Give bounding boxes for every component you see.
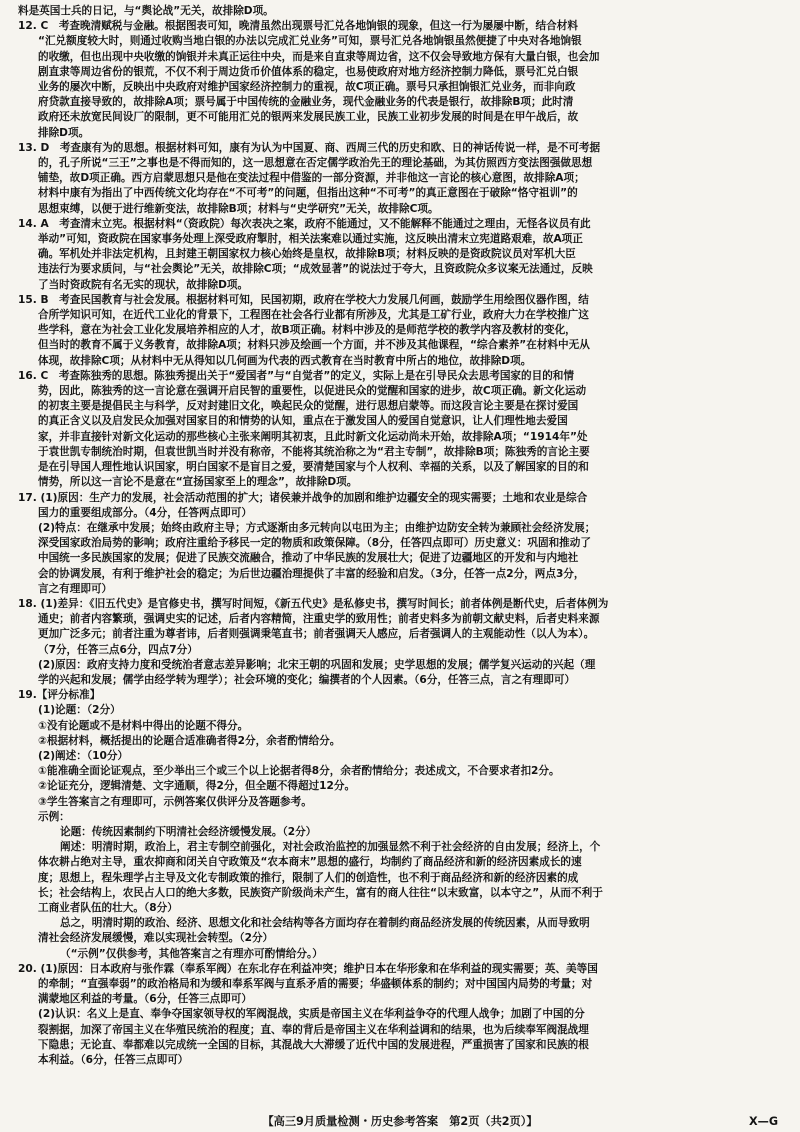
answer-block-q16 — [18, 369, 786, 491]
answer-block-q15 — [18, 293, 786, 369]
text-line: 的真正含义以及启发民众加强对国家目的和情势的认知，重点在于激发国人的爱国自觉意识，让人们理性地去爱国 — [38, 415, 568, 428]
text-line: 示例： — [38, 810, 70, 823]
text-line: 言之有理即可） — [38, 582, 113, 595]
text-line: ③学生答案言之有理即可，示例答案仅供评分及答题参考。 — [38, 795, 312, 808]
answer-block-q19-example — [18, 825, 786, 962]
text-line: 论题：传统因素制约下明清社会经济缓慢发展。（2分） — [60, 825, 317, 838]
text-line: 本利益。（6分，任答三点即可） — [38, 1054, 189, 1067]
text-line: 违法行为要求质问，与“社会舆论”无关，故排除C项；“成效显著”的说法过于夸大，且资政院众多议案无法通过，反映 — [38, 263, 593, 276]
text-line: 更加广泛多元；前者注重为尊者讳，后者则强调秉笔直书；前者强调天人感应，后者强调人的主观能动性（以人为本）。 — [38, 628, 595, 641]
text-line: (2)原因：政府支持力度和受统治者意志差异影响；北宋王朝的巩固和发展；史学思想的发展；儒学复兴运动的兴起（理 — [38, 658, 596, 671]
text-line: 20. (1)原因：日本政府与张作霖（奉系军阀）在东北存在利益冲突；维护日本在华形象和在华利益的现实需要；英、美等国 — [18, 962, 598, 975]
text-line: 举动”可知，资政院在国家事务处理上深受政府掣肘，相关法案难以通过实施，这反映出清末立宪道路艰难，故A项正 — [38, 233, 583, 246]
text-line: 情势，所以这一言论不是意在“宣扬国家至上的理念”，故排除D项。 — [38, 476, 358, 489]
text-line: 剧直隶等周边省份的银荒，不仅不利于周边货币价值体系的稳定，也易使政府对地方经济控制力降低，票号汇兑白银 — [38, 65, 579, 78]
text-line: 长；社会结构上，农民占人口的绝大多数，民族资产阶级尚未产生，富有的商人往往“以末致富，以本守之”，从而不利于 — [38, 886, 603, 899]
text-line: 了当时资政院有名无实的现状，故排除D项。 — [38, 278, 249, 291]
text-line: 排除D项。 — [38, 126, 90, 139]
answer-block-q13 — [18, 141, 786, 217]
footer-title: 【高三9月质量检测・历史参考答案 第2页（共2页）】 — [262, 1115, 538, 1128]
text-line: 思想束缚，以便于进行维新变法，故排除B项；材料与“史学研究”无关，故排除C项。 — [38, 202, 439, 215]
answer-block-q18 — [18, 597, 786, 688]
text-line: 14. A 考查清末立宪。根据材料“（资政院）每次表决之案，政府不能通过，又不能解释不能通过之理由，无怪各议员有此 — [18, 217, 591, 230]
text-line: “汇兑额度较大时，则通过收购当地白银的办法以完成汇兑业务”可知，票号汇兑各地饷银虽然便捷了中央对各地饷银 — [38, 35, 582, 48]
answer-block-q19-criteria — [18, 688, 786, 825]
text-line: 会的协调发展，有利于维护社会的稳定；为后世边疆治理提供了丰富的经验和启发。（3分，任答一点2分，两点3分， — [38, 567, 585, 580]
text-line: (2)特点：在继承中发展；始终由政府主导；方式逐渐由多元转向以屯田为主；由维护边防安全转为兼顾社会经济发展； — [38, 521, 596, 534]
text-line: 于袁世凯专制统治时期，但袁世凯当时并没有称帝，不能将其统治称之为“君主专制”，故排除B项；陈独秀的言论主要 — [38, 445, 590, 458]
text-line: 12. C 考查晚清赋税与金融。根据图表可知，晚清虽然出现票号汇兑各地饷银的现象，但这一行为屡屡中断，结合材料 — [18, 20, 578, 33]
answer-block-q12 — [18, 19, 786, 141]
answer-block-q14 — [18, 217, 786, 293]
text-line: 政府还未放宽民间设厂的限制，更不可能用汇兑的银两来发展民族工业，民族工业初步发展的时间是在甲午战后，故 — [38, 111, 579, 124]
text-line: 的初衷主要是提倡民主与科学，反对封建旧文化，唤起民众的觉醒，进行思想启蒙等。而这段言论主要是在探讨爱国 — [38, 400, 579, 413]
text-line: 是在引导国人理性地认识国家，明白国家不是盲目之爱，要清楚国家与个人权利、幸福的关系，以及了解国家的目的和 — [38, 461, 589, 474]
text-line: 的，孔子所说“三王”之事也是不得而知的，这一思想意在否定儒学政治先王的理论基础，为其仿照西方变法图强做思想 — [38, 157, 593, 170]
answer-block-carryover — [18, 4, 786, 19]
text-line: 学的兴起和发展；儒学由经学转为理学）；社会环境的变化；编撰者的个人因素。（6分，任答三点，言之有理即可） — [38, 673, 576, 686]
text-line: （7分，任答三点6分，四点7分） — [38, 643, 198, 656]
footer-code: X—G — [749, 1115, 778, 1128]
text-line: 府贷款直接导致的，故排除A项；票号属于中国传统的金融业务，现代金融业务的代表是银行，故排除B项；此时清 — [38, 96, 574, 109]
text-line: 材料中康有为指出了中西传统文化均存在“不可考”的问题，但指出这种“不可考”的真正意图在于破除“恪守祖训”的 — [38, 187, 578, 200]
text-line: ①能准确全面论证观点，至少举出三个或三个以上论据者得8分，余者酌情给分；表述成文，不合要求者扣2分。 — [38, 765, 560, 778]
text-line: 工商业者队伍的壮大。（8分） — [38, 901, 178, 914]
text-line: 确。军机处并非法定机构，且封建王朝国家权力核心始终是皇权，故排除B项；材料反映的是资政院议员对军机大臣 — [38, 248, 576, 261]
answer-block-q20 — [18, 962, 786, 1068]
text-line: 裂割据，加深了帝国主义在华殖民统治的程度；直、奉的背后是帝国主义在华利益调和的结果，也为后续奉军阀混战埋 — [38, 1023, 589, 1036]
text-line: 清社会经济发展缓慢，难以实现社会转型。（2分） — [38, 932, 274, 945]
text-line: 深受国家政治局势的影响；政府注重给予移民一定的物质和政策保障。（8分，任答四点即可）历史意义：巩固和推动了 — [38, 537, 591, 550]
text-line: 的牵制；“直强奉弱”的政治格局和为缓和奉系军阀与直系矛盾的需要；华盛顿体系的制约；对中国国内局势的考量；对 — [38, 978, 593, 990]
text-line: 家，并非直接针对新文化运动的那些核心主张来阐明其初衷，且此时新文化运动尚未开始，故排除A项；“1914年”处 — [38, 430, 588, 443]
text-line: 18. (1)差异：《旧五代史》是官修史书，撰写时间短，《新五代史》是私修史书，撰写时间长；前者体例是断代史，后者体例为 — [18, 597, 609, 610]
text-line: 业务的屡次中断，反映出中央政府对维护国家经济控制力的重视，故C项正确。票号只承担饷银汇兑业务，而非向政 — [38, 81, 576, 94]
text-line: 满蒙地区利益的考量。（6分，任答三点即可） — [38, 993, 252, 1006]
text-line: 铺垫，故D项正确。西方启蒙思想只是他在变法过程中借鉴的一部分资源，并非他这一言论的核心意图，故排除A项； — [38, 172, 585, 185]
text-line: 体现，故排除C项；从材料中无从得知以几何画为代表的西式教育在当时教育中所占的地位，故排除D项。 — [38, 354, 532, 367]
text-line: (1)论题：（2分） — [38, 704, 121, 717]
answer-block-q17 — [18, 491, 786, 597]
text-line: 的收缴，但也出现中央收缴的饷银并未真正运往中央，而是来自直隶等周边省，这不仅会导致地方保有大量白银，也会加 — [38, 50, 600, 63]
text-line: 17. (1)原因：生产力的发展，社会活动范围的扩大；诸侯兼并战争的加剧和维护边疆安全的现实需要；土地和农业是综合 — [18, 491, 588, 504]
text-line: 下隐患；无论直、奉都难以完成统一全国的目标，其混战大大滞缓了近代中国的发展进程，严重损害了国家和民族的根 — [38, 1038, 589, 1051]
text-line: (2)认识：名义上是直、奉争夺国家领导权的军阀混战，实质是帝国主义在华利益争夺的代理人战争；加剧了中国的分 — [38, 1008, 585, 1021]
text-line: （“示例”仅供参考，其他答案言之有理亦可酌情给分。） — [60, 947, 323, 960]
text-line: 总之，明清时期的政治、经济、思想文化和社会结构等各方面均存在着制约商品经济发展的传统因素，从而导致明 — [60, 917, 590, 930]
text-line: ②根据材料，概括提出的论题合适准确者得2分，余者酌情给分。 — [38, 734, 341, 747]
text-line: 阐述：明清时期，政治上，君主专制空前强化，对社会政治监控的加强显然不利于社会经济的自由发展；经济上，个 — [60, 841, 601, 854]
text-line: 15. B 考查民国教育与社会发展。根据材料可知，民国初期，政府在学校大力发展几何画，鼓励学生用绘图仪器作图，结 — [18, 293, 589, 306]
text-line: 些学科，意在为社会工业化发展培养相应的人才，故B项正确。材料中涉及的是师范学校的教学内容及教材的变化， — [38, 324, 576, 337]
text-line: 通史；前者内容繁琐，强调史实的记述，后者内容精简，注重史学的致用性；前者史料多为前朝文献史料，后者史料来源 — [38, 613, 600, 626]
text-line: 中国统一多民族国家的发展；促进了民族交流融合，推动了中华民族的发展壮大；促进了边疆地区的开发和与内地社 — [38, 552, 579, 565]
text-line: (2)阐述：（10分） — [38, 749, 129, 762]
text-line: 13. D 考查康有为的思想。根据材料可知，康有为认为中国夏、商、西周三代的历史和欧、日的神话传说一样，是不可考据 — [18, 141, 601, 154]
text-line: 料是英国士兵的日记，与“舆论战”无关，故排除D项。 — [18, 5, 274, 17]
text-line: 16. C 考查陈独秀的思想。陈独秀提出关于“爱国者”与“自觉者”的定义，实际上是在引导民众去思考国家的目的和情 — [18, 369, 574, 382]
text-line: 19.【评分标准】 — [18, 689, 101, 702]
text-line: 合所学知识可知，在近代工业化的背景下，工程图在社会各行业都有所涉及，尤其是工矿行业，政府大力在学校推广这 — [38, 309, 589, 322]
text-line: 但当时的教育不属于义务教育，故排除A项；材料只涉及绘画一个方面，并不涉及其他课程，“综合素养”在材料中无从 — [38, 339, 590, 352]
text-line: 势，因此，陈独秀的这一言论意在强调开启民智的重要性，以促进民众的觉醒和国家的进步，故C项正确。新文化运动 — [38, 385, 587, 398]
text-line: 国力的重要组成部分。（4分，任答两点即可） — [38, 506, 252, 519]
text-line: ②论证充分，逻辑清楚、文字通顺，得2分，但全题不得超过12分。 — [38, 780, 356, 793]
text-line: 度；思想上，程朱理学占主导及文化专制政策的推行，限制了人们的创造性，也不利于商品经济和新的经济因素的成 — [38, 871, 579, 884]
text-line: 体农耕占绝对主导，重农抑商和闭关自守政策及“农本商末”思想的盛行，均制约了商品经济和新的经济因素成长的速 — [38, 856, 582, 869]
text-line: ①没有论题或不是材料中得出的论题不得分。 — [38, 719, 249, 732]
